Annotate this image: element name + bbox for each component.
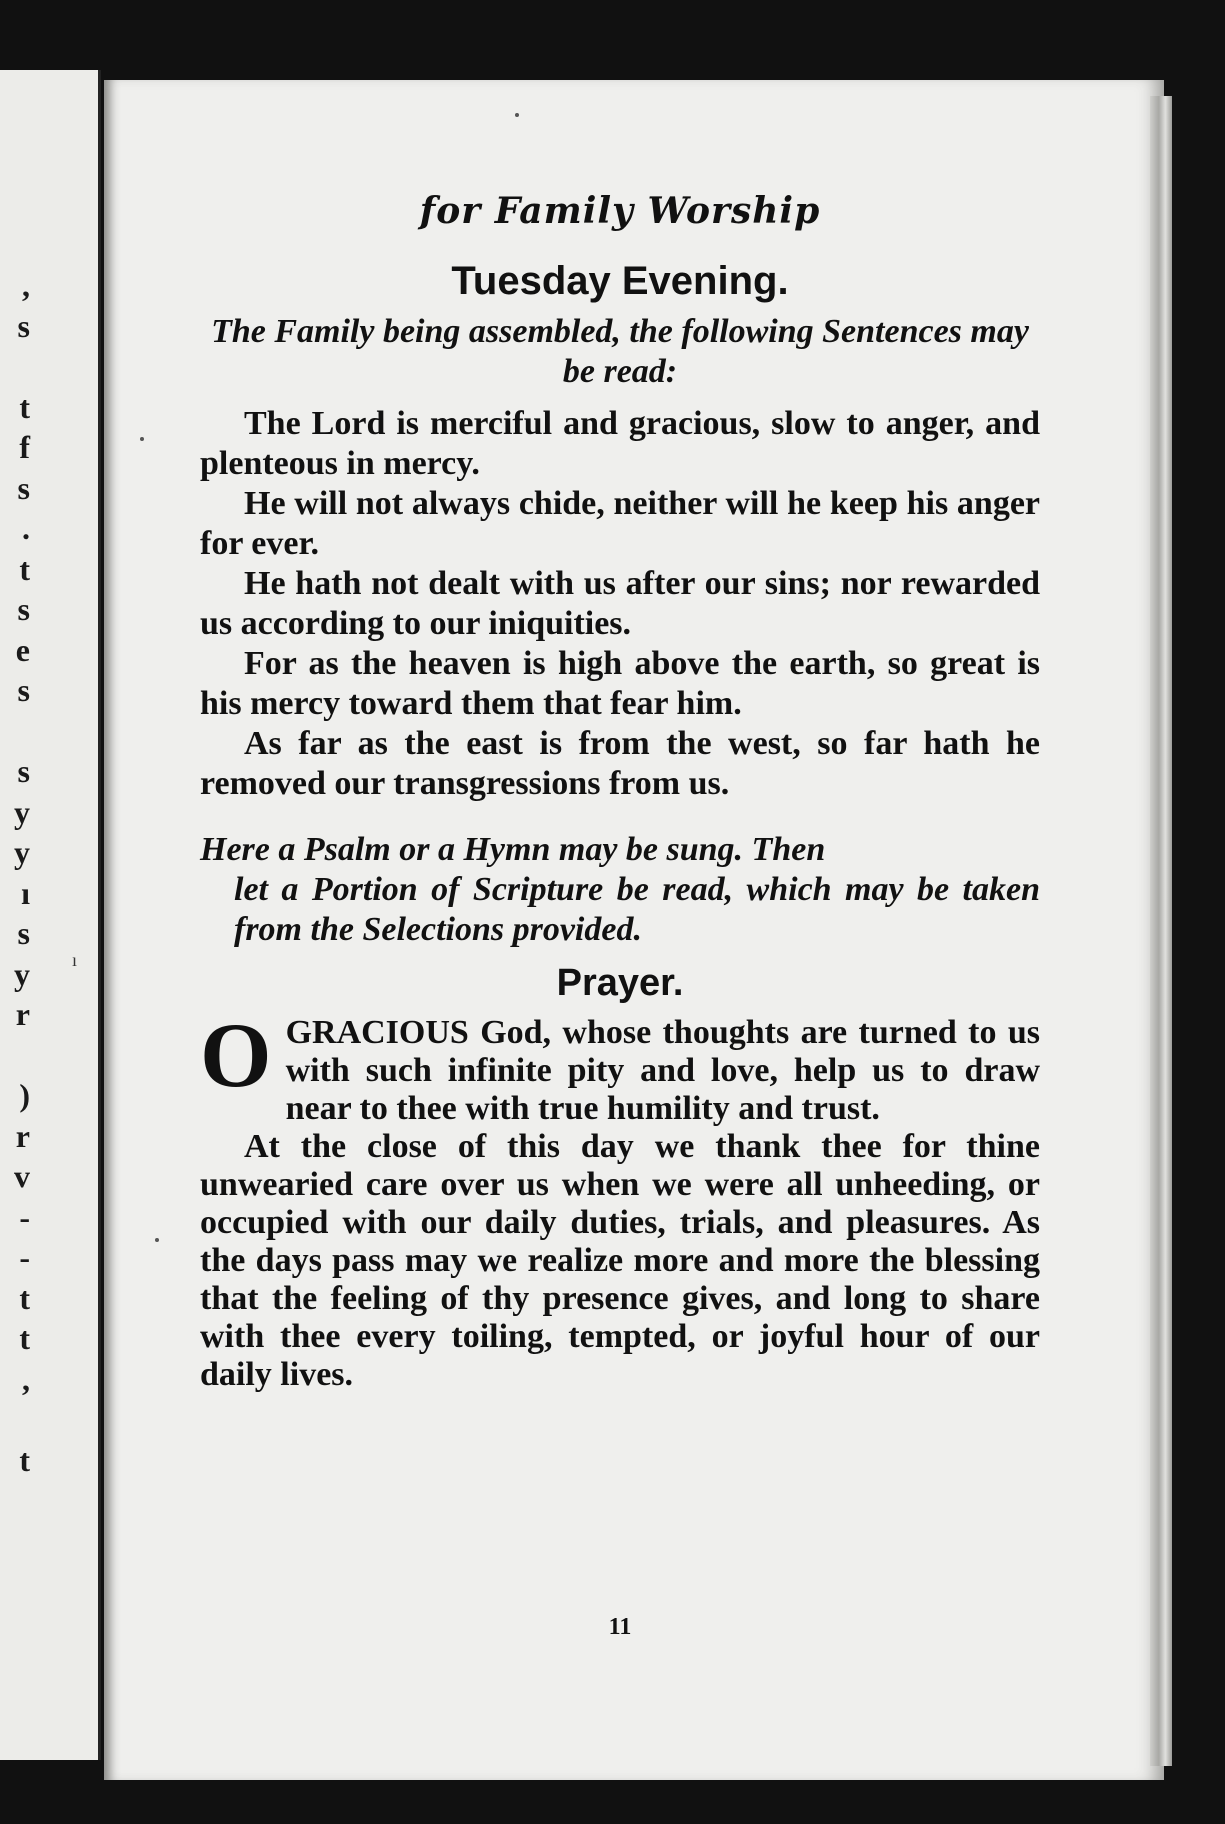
rubric-intro: The Family being assembled, the following Sentences may be read: <box>211 313 1029 390</box>
drop-cap: O <box>200 1004 272 1106</box>
print-speck <box>515 113 519 117</box>
left-page-edge-letter: t <box>19 1320 30 1356</box>
left-facing-page <box>0 70 101 1760</box>
rubric-psalm-line2: let a Portion of Scripture be read, which may be taken from the Selections provided. <box>234 871 1040 948</box>
left-page-edge-letter: t <box>19 550 30 587</box>
left-page-stray-mark: ı <box>72 950 78 970</box>
left-page-edge-letter: , <box>22 1360 30 1397</box>
rubric-psalm-line1: Here a Psalm or a Hymn may be sung. Then <box>200 831 826 868</box>
prayer-heading: Prayer. <box>556 962 684 1004</box>
left-page-edge-letters <box>0 265 30 1480</box>
left-page-edge-letter: r <box>15 996 30 1032</box>
print-speck <box>155 1238 159 1242</box>
left-page-edge-letter: ) <box>19 1077 30 1113</box>
print-speck <box>140 437 144 441</box>
left-page-edge-letter: s <box>17 307 30 344</box>
verse: He hath not dealt with us after our sins; nor rewarded us according to our iniquities. <box>200 565 1040 642</box>
left-page-edge-letter: r <box>15 1117 30 1154</box>
prayer-paragraph-1-text: GRACIOUS God, whose thoughts are turned to us with such infinite pity and love, help us to draw near to thee with true humility and trust. <box>285 1014 1040 1127</box>
page-title: Tuesday Evening. <box>451 259 789 303</box>
left-page-edge-letter: e <box>15 631 30 668</box>
left-page-edge-letter: s <box>17 672 30 708</box>
left-page-edge-letter: t <box>19 1441 30 1478</box>
left-page-edge-letter: y <box>14 955 30 992</box>
left-page-edge-letter: , <box>22 267 30 303</box>
verse: He will not always chide, neither will he keep his anger for ever. <box>200 485 1040 562</box>
left-page-edge-letter: y <box>14 793 30 830</box>
rubric-psalm <box>200 830 1040 950</box>
verse: For as the heaven is high above the earth, so great is his mercy toward them that fear him. <box>200 645 1040 722</box>
left-page-edge-letter <box>0 1399 30 1440</box>
page-number: 11 <box>608 1614 632 1640</box>
left-page-edge-letter: - <box>19 1198 30 1235</box>
left-page-edge-letter <box>0 711 30 752</box>
left-page-edge-letter: - <box>19 1239 30 1275</box>
left-page-edge-letter: v <box>14 1158 30 1194</box>
page-edge-shadow <box>1150 96 1172 1766</box>
page-content <box>200 190 1040 1640</box>
left-page-edge-letter: . <box>22 510 30 546</box>
left-page-edge-letter <box>0 346 30 387</box>
left-page-edge-letter <box>0 1035 30 1076</box>
left-page-edge-letter: y <box>14 834 30 870</box>
left-page-edge-letter: s <box>17 591 30 627</box>
verse: The Lord is merciful and gracious, slow to anger, and plenteous in mercy. <box>200 405 1040 482</box>
verse: As far as the east is from the west, so far hath he removed our transgressions from us. <box>200 725 1040 802</box>
prayer-paragraph-1 <box>200 1004 1040 1128</box>
running-head: for Family Worship <box>419 190 821 232</box>
left-page-edge-letter: s <box>17 469 30 506</box>
prayer-paragraph-2: At the close of this day we thank thee for thine unwearied care over us when we were all unheeding, or occupied with our daily duties, trials, and pleasures. As the days pass may we realize more and more the blessing that the feeling of thy presence gives, and long to share with thee every toiling, tempted, or joyful hour of our daily lives. <box>200 1128 1040 1393</box>
left-page-edge-letter: f <box>19 429 30 465</box>
left-page-edge-letter: t <box>19 1279 30 1316</box>
left-page-edge-letter: t <box>19 388 30 425</box>
left-page-edge-letter: s <box>17 753 30 789</box>
left-page-edge-letter: ı <box>21 874 30 911</box>
left-page-edge-letter: s <box>17 915 30 951</box>
